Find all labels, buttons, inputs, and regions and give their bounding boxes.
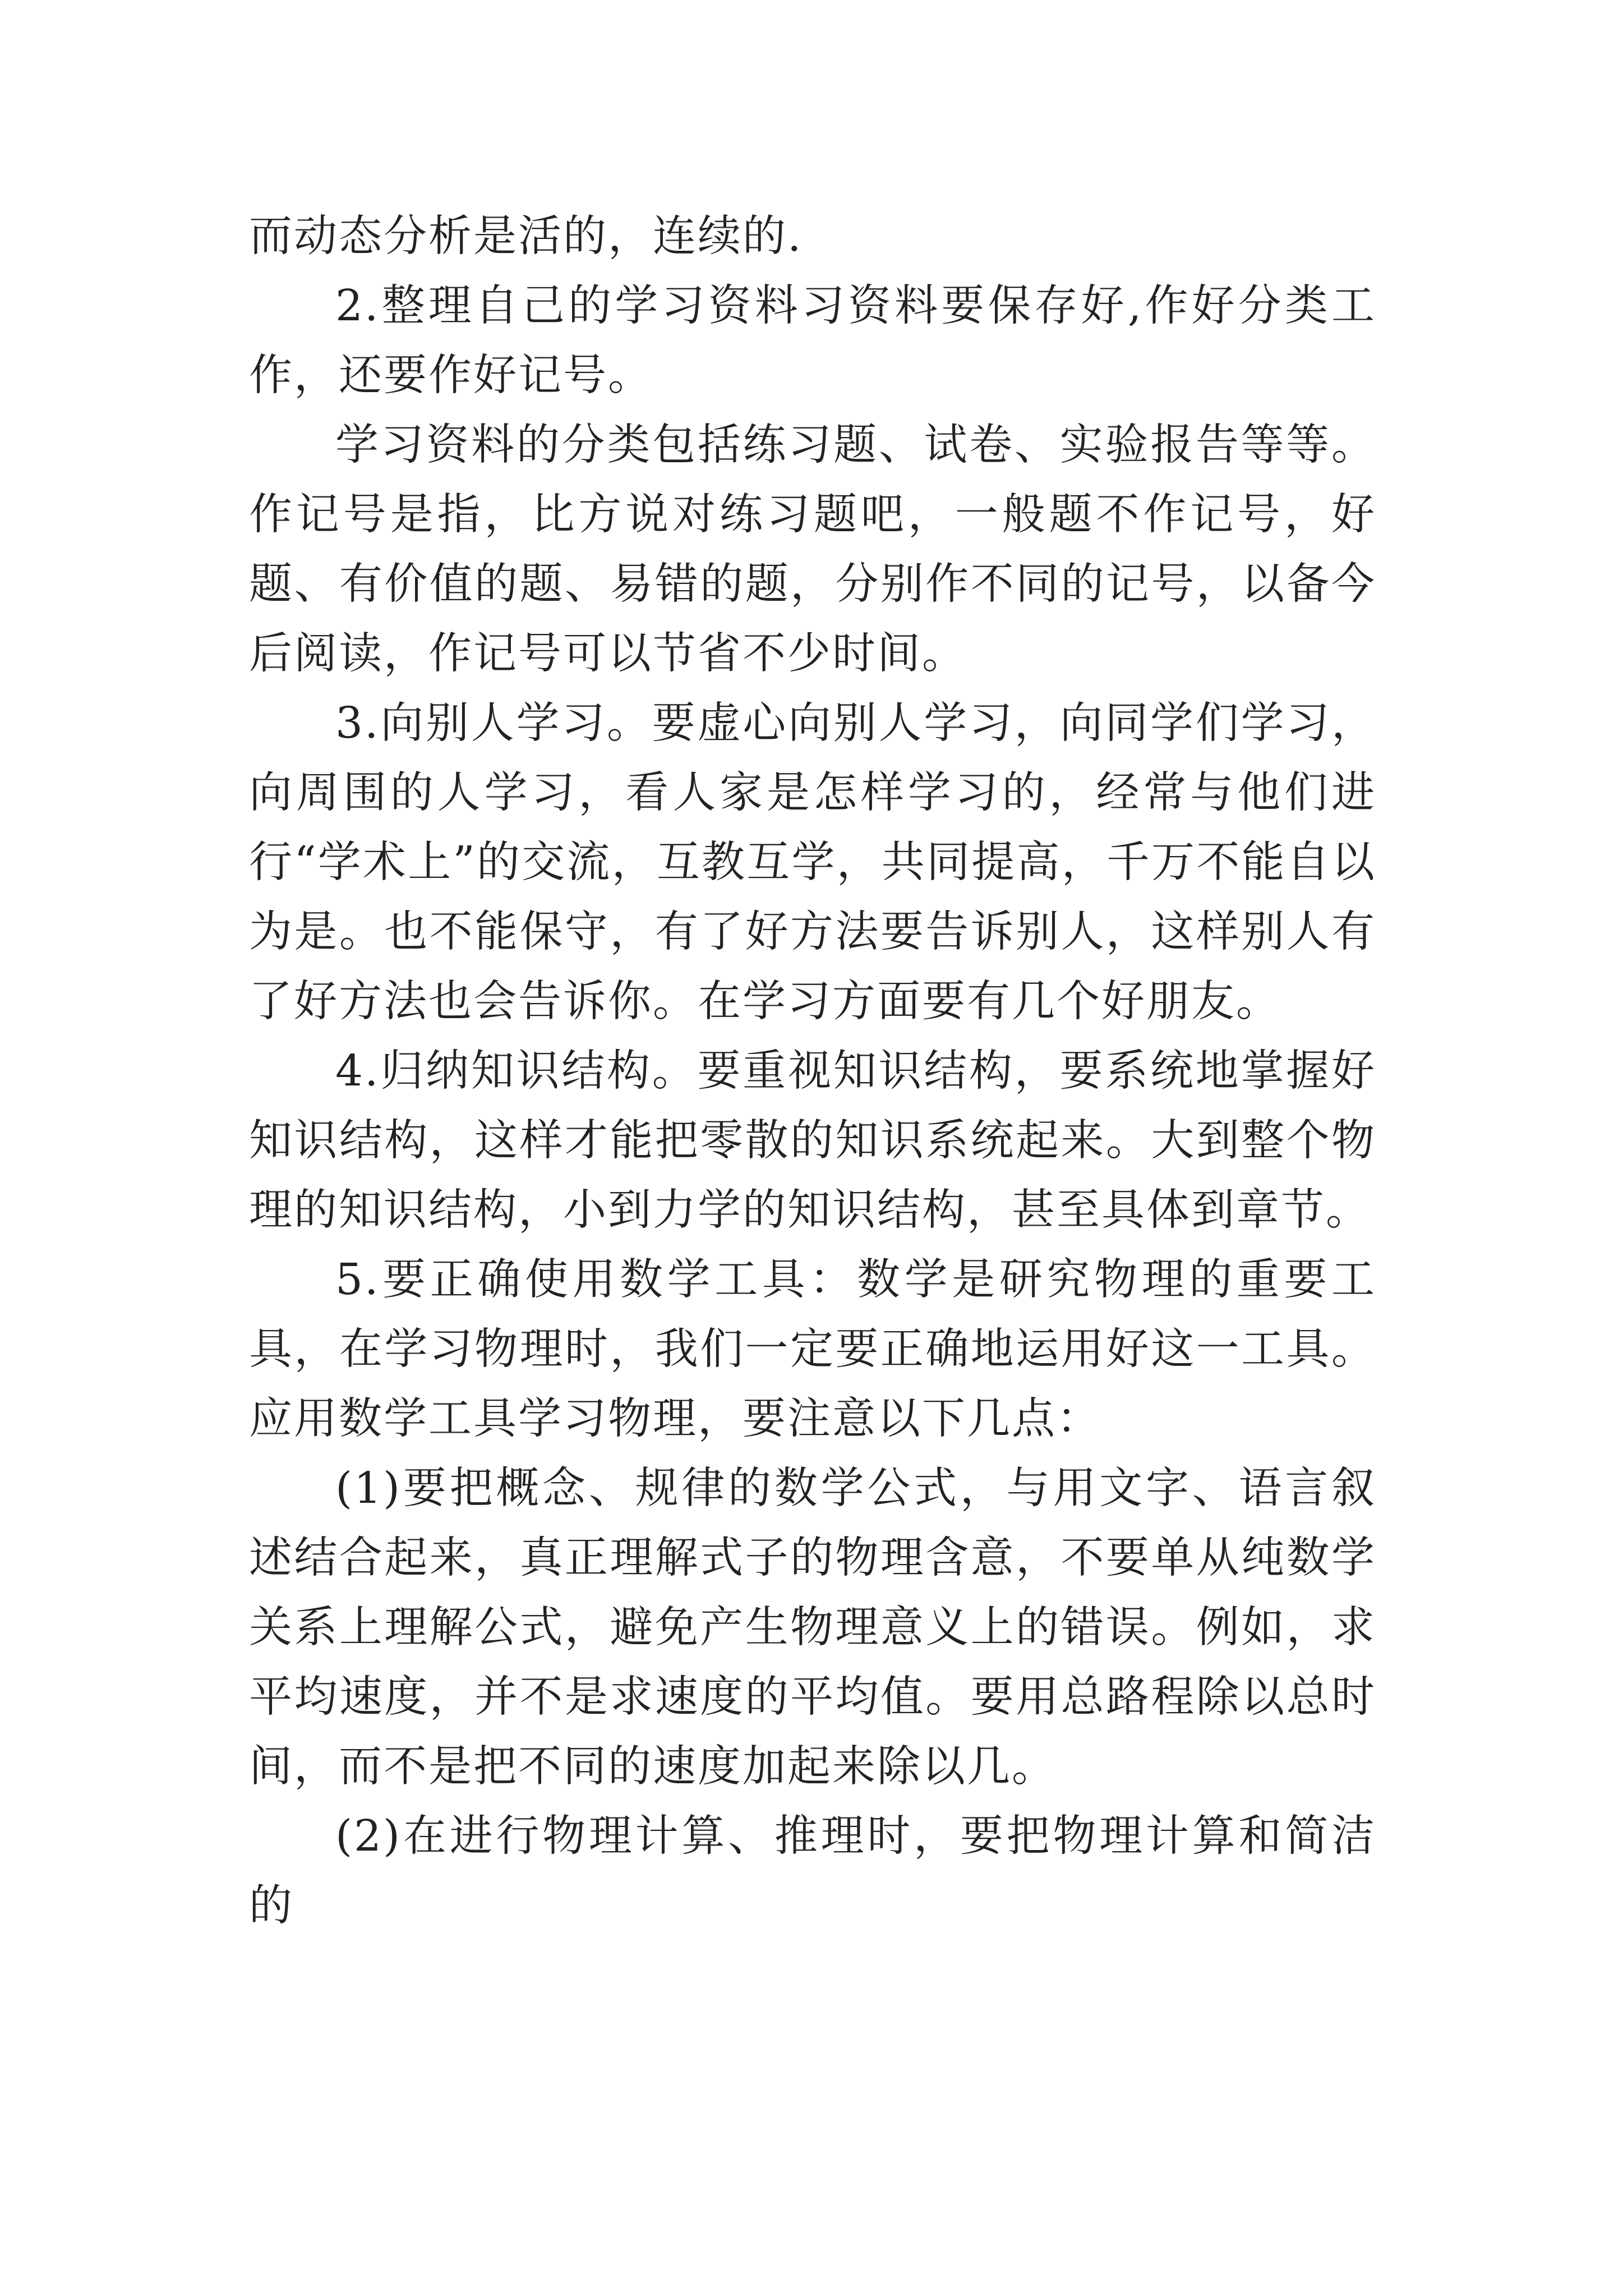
paragraph-item-5: 5.要正确使用数学工具：数学是研究物理的重要工具，在学习物理时，我们一定要正确地运用好这一工具。应用数学工具学习物理，要注意以下几点： <box>249 1255 1376 1444</box>
paragraph-item-4: 4.归纳知识结构。要重视知识结构，要系统地掌握好知识结构，这样才能把零散的知识系统起来。大到整个物理的知识结构，小到力学的知识结构，甚至具体到章节。 <box>249 1046 1376 1235</box>
paragraph-continuation: 而动态分析是活的，连续的. <box>249 211 803 261</box>
paragraph-item-3: 3.向别人学习。要虚心向别人学习，向同学们学习，向周围的人学习，看人家是怎样学习的，经常与他们进行“学术上”的交流，互教互学，共同提高，千万不能自以为是。也不能保守，有了好方法要告诉别人，这样别人有了好方法也会告诉你。在学习方面要有几个好朋友。 <box>249 698 1376 1027</box>
paragraph-item-2: 2.整理自己的学习资料习资料要保存好,作好分类工作，还要作好记号。 <box>249 281 1376 401</box>
paragraph-subitem-2: (2)在进行物理计算、推理时，要把物理计算和简洁的 <box>249 1811 1376 1931</box>
paragraph-subitem-1: (1)要把概念、规律的数学公式，与用文字、语言叙述结合起来，真正理解式子的物理含意，不要单从纯数学关系上理解公式，避免产生物理意义上的错误。例如，求平均速度，并不是求速度的平均值。要用总路程除以总时间，而不是把不同的速度加起来除以几。 <box>249 1464 1376 1792</box>
paragraph-item-2-detail: 学习资料的分类包括练习题、试卷、实验报告等等。作记号是指，比方说对练习题吧，一般题不作记号，好题、有价值的题、易错的题，分别作不同的记号，以备今后阅读，作记号可以节省不少时间。 <box>249 420 1376 679</box>
document-body <box>249 202 1376 1941</box>
